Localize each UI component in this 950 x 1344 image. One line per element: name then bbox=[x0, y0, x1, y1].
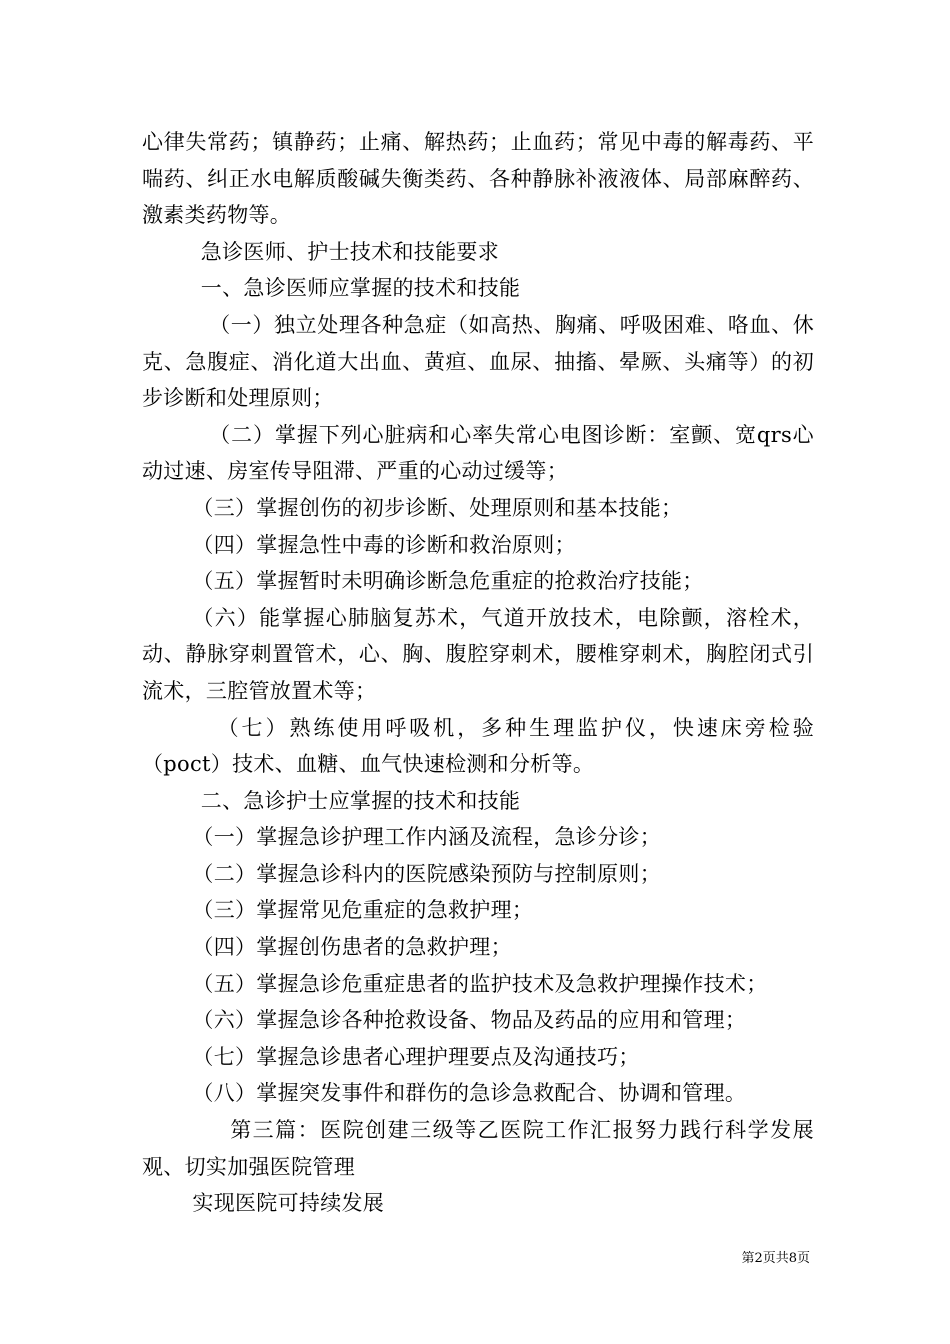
paragraph-chapter-three-title: 第三篇：医院创建三级等乙医院工作汇报努力践行科学发展观、切实加强医院管理 bbox=[142, 1118, 814, 1179]
paragraph-section-title: 急诊医师、护士技术和技能要求 bbox=[200, 239, 499, 264]
paragraph-nurse-item-7: （七）掌握急诊患者心理护理要点及沟通技巧； bbox=[192, 1044, 640, 1069]
document-body bbox=[142, 124, 814, 1222]
paragraph-physician-item-1: （一）独立处理各种急症（如高热、胸痛、呼吸困难、咯血、休克、急腹症、消化道大出血、黄疸、血尿、抽搐、晕厥、头痛等）的初步诊断和处理原则； bbox=[142, 312, 814, 411]
paragraph-physician-item-3: （三）掌握创伤的初步诊断、处理原则和基本技能； bbox=[192, 495, 683, 520]
paragraph-nurse-item-8: （八）掌握突发事件和群伤的急诊急救配合、协调和管理。 bbox=[192, 1081, 747, 1106]
paragraph-physician-item-4: （四）掌握急性中毒的诊断和救治原则； bbox=[192, 532, 576, 557]
paragraph-nurse-item-2: （二）掌握急诊科内的医院感染预防与控制原则； bbox=[192, 861, 661, 886]
paragraph-nurse-item-5: （五）掌握急诊危重症患者的监护技术及急救护理操作技术； bbox=[192, 971, 768, 996]
paragraph-drug-list: 心律失常药；镇静药；止痛、解热药；止血药；常见中毒的解毒药、平喘药、纠正水电解质酸碱失衡类药、各种静脉补液液体、局部麻醉药、激素类药物等。 bbox=[142, 130, 814, 228]
paragraph-nurse-item-3: （三）掌握常见危重症的急救护理； bbox=[192, 898, 534, 923]
page-number-footer: 第2页共8页 bbox=[741, 1251, 810, 1266]
paragraph-nurse-heading: 二、急诊护士应掌握的技术和技能 bbox=[200, 788, 521, 813]
paragraph-physician-item-5: （五）掌握暂时未明确诊断急危重症的抢救治疗技能； bbox=[192, 569, 704, 594]
paragraph-physician-item-2: （二）掌握下列心脏病和心率失常心电图诊断：室颤、宽qrs心动过速、房室传导阻滞、严重的心动过缓等； bbox=[142, 422, 814, 484]
paragraph-physician-heading: 一、急诊医师应掌握的技术和技能 bbox=[200, 276, 521, 301]
paragraph-nurse-item-1: （一）掌握急诊护理工作内涵及流程，急诊分诊； bbox=[192, 825, 661, 850]
paragraph-nurse-item-6: （六）掌握急诊各种抢救设备、物品及药品的应用和管理； bbox=[192, 1008, 747, 1033]
paragraph-physician-item-7: （七）熟练使用呼吸机，多种生理监护仪，快速床旁检验（poct）技术、血糖、血气快速检测和分析等。 bbox=[142, 715, 814, 777]
paragraph-nurse-item-4: （四）掌握创伤患者的急救护理； bbox=[192, 935, 512, 960]
paragraph-chapter-three-subtitle: 实现医院可持续发展 bbox=[192, 1191, 385, 1216]
paragraph-physician-item-6: （六）能掌握心肺脑复苏术，气道开放技术，电除颤，溶栓术，动、静脉穿刺置管术，心、胸、腹腔穿刺术，腰椎穿刺术，胸腔闭式引流术，三腔管放置术等； bbox=[142, 605, 814, 703]
